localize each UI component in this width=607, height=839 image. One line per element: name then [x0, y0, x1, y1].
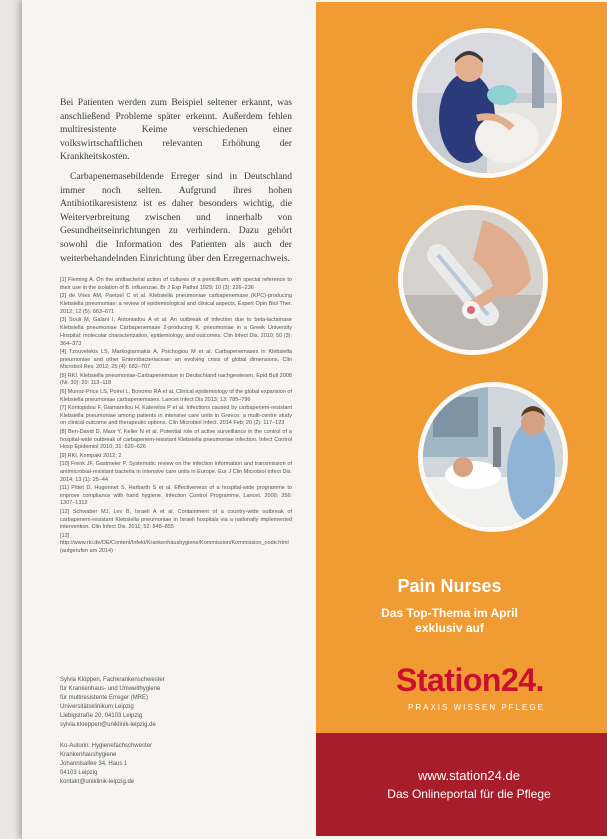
contact-line: Liebigstraße 20, 04103 Leipzig: [60, 713, 143, 719]
contact-line: für multiresistente Erreger (MRE): [60, 695, 149, 701]
station24-advertisement: [316, 2, 607, 836]
contact-line: für Krankenhaus- und Umwelthygiene: [60, 686, 161, 692]
logo-subtitle: PRAXIS WISSEN PFLEGE: [408, 703, 545, 712]
contact-email[interactable]: kontakt@uniklinik-leipzig.de: [60, 779, 135, 785]
reference-item: [5] RKI. Klebsiella pneumoniae-Carbapenemase in Deutschland nachgewiesen. Epid Bull 2008 (Nr. 30): 20: 113–118: [60, 372, 292, 387]
author-contact-block: [60, 676, 292, 730]
contact-line: Krankenhaushygiene: [60, 752, 117, 758]
contact-email[interactable]: sylvia.kloeppen@uniklinik-leipzig.de: [60, 722, 156, 728]
ad-tagline: [316, 606, 583, 636]
page: [22, 0, 607, 839]
body-paragraph: Bei Patienten werden zum Beispiel seltener erkannt, was anschließend Probleme später erkennt. Außerdem fehlen multiresistente Keime verschiedenen einer volkswirtschaftlichen relevanten Erhöhung der Krankheitskosten.: [60, 97, 292, 163]
body-paragraph: Carbapenemasebildende Erreger sind in Deutschland immer noch selten. Aufgrund ihres hohen Antibiotikaresistenz ist es daher besonders wichtig, die Weiterverbreitung zwischen und innerhalb von Gesundheitseinrichtungen zu verhindern. Dazu gehört sowohl die Information des Patienten als auch der weiterbehandelnden Einrichtung über den Erregernachweis.: [60, 170, 292, 264]
reference-item: [13] http://www.rki.de/DE/Content/Infekt/Krankenhaushygiene/Kommission/Kommission_node.html (aufgerufen am 2014): [60, 532, 289, 555]
reference-item: [1] Fleming A. On the antibacterial action of cultures of a penicillium, with special reference to their use in the isolation of B. influenzae. Br J Exp Pathol 1929; 10 (3): 226–236: [60, 277, 292, 291]
references-list: [60, 277, 292, 556]
hand-with-medication-photo: [398, 205, 548, 355]
contact-line: Universitätsklinikum Leipzig: [60, 704, 134, 710]
tagline-line: exklusiv auf: [415, 621, 484, 635]
contact-line: Sylvia Klöppen, Fachkrankenschwester: [60, 677, 165, 683]
reference-item: [6] Munoz-Price LS, Poirel L, Bonomo RA et al. Clinical epidemiology of the global expansion of Klebsiella pneumoniae carbapenemases. Lancet Infect Dis 2013; 13: 785–796: [60, 388, 292, 403]
author-contact-block: [60, 742, 292, 787]
nurse-with-patient-photo: [412, 28, 562, 178]
reference-item: [2] de Vries AM, Paetzel C et al. Klebsiella pneumoniae carbapenemase (KPC)-producing Klebsiella pneumoniae: a review of epidemiological and clinical aspects. Expert Opin Biol Ther. 2012; 12 (5): 663–671: [60, 293, 292, 315]
reference-item: [7] Kontopidou F, Giamarellou H, Katerelos P et al. Infections caused by carbapenem-resistant Klebsiella pneumoniae among patients in intensive care units in Greece: a multi-centre study on clinical outcome and therapeutic options. Clin Microbiol Infect. 2014 Feb; 20 (2): 117–123: [60, 404, 292, 427]
ad-claim: Das Onlineportal für die Pflege: [387, 787, 551, 801]
nurse-at-bedside-photo: [418, 382, 568, 532]
reference-item: [12] Schwaber MJ, Lev B, Israeli A et al. Containment of a country-wide outbreak of carbapenem-resistant Klebsiella pneumoniae in Israeli hospitals via a nationally implemented intervention. Clin Infect Dis. 2011; 52: 848–855: [60, 508, 292, 531]
article-column: [60, 96, 292, 557]
ad-url-link[interactable]: www.station24.de: [418, 768, 520, 783]
ad-headline: Pain Nurses: [397, 576, 502, 596]
reference-item: [11] Pittet D, Hugonnet S, Harbarth S et al. Effectiveness of a hospital-wide programme to improve compliance with hand hygiene. Infection Control Programme. Lancet. 2000; 356: 1307–1312: [60, 484, 292, 507]
reference-item: [10] Frenk JF, Gastmeier P. Systematic review on the infection information and transmission of antimicrobial-resistant bacteria in intensive care units in Europe. Eur J Clin Microbiol Infect Dis. 2014; 13 (1): 25–44: [60, 460, 292, 483]
reference-item: [3] Souli M, Galani I, Antoniadou A et al. An outbreak of infection due to beta-lactamase Klebsiella pneumoniae Carbapenemase 2-producing K. pneumoniae in a Greek University Hospital: molecular characterization, epidemiology, and outcomes. Clin Infect Dis. 2010; 50 (3): 364–373: [60, 317, 292, 347]
author-contacts: [60, 676, 292, 799]
ad-footer-band: [316, 733, 607, 836]
tagline-line: Das Top-Thema im April: [381, 606, 518, 620]
reference-item: [8] Ben-David D, Maor Y, Keller N et al. Potential role of active surveillance in the control of a hospital-wide outbreak of carbapenem-resistant Klebsiella pneumoniae infection. Infect Control Hosp Epidemiol 2010; 31: 620–626: [60, 428, 292, 451]
reference-item: [4] Tzouvelekis LS, Markogiannakis A, Psichogiou M et al. Carbapenemases in Klebsiella pneumoniae and other Enterobacteriaceae: an evolving crisis of global dimensions. Clin Microbiol Rev. 2012; 25 (4): 682–707: [60, 348, 292, 371]
station24-logo[interactable]: Station24.: [396, 662, 544, 698]
contact-line: 04103 Leipzig: [60, 770, 98, 776]
article-body: [60, 96, 292, 265]
contact-line: Ko-Autorin: Hygienefachschwester: [60, 743, 153, 749]
reference-item: [9] RKI. Kompakt 2012; 2: [60, 452, 122, 459]
contact-line: Johannisallee 34, Haus 1: [60, 761, 128, 767]
